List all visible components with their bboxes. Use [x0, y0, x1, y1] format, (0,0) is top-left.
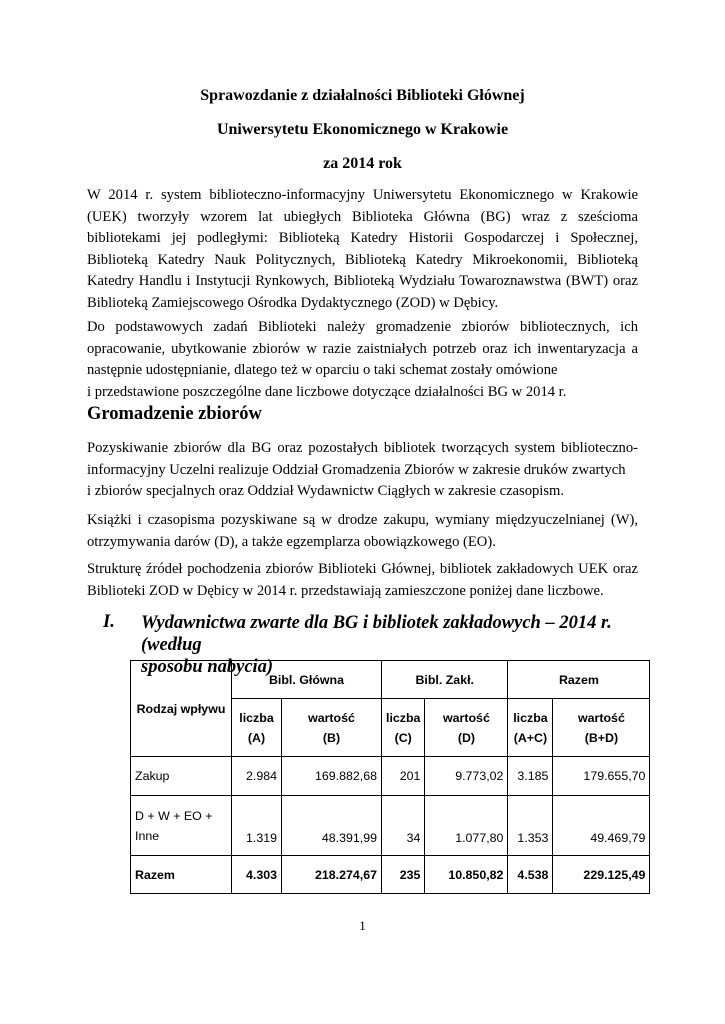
- report-title-line-2: Uniwersytetu Ekonomicznego w Krakowie: [216, 121, 509, 138]
- group-header-bg: Bibl. Główna: [232, 661, 382, 699]
- table-cell: 34: [382, 796, 425, 856]
- table-section-number: I.: [103, 612, 115, 632]
- table-cell: 4.303: [232, 856, 282, 894]
- acquisition-methods-paragraph: Książki i czasopisma pozyskiwane są w drodze zakupu, wymiany międzyuczelnianej (W), otrzymywania darów (D), a także egzemplarza obowiązkowego (EO).: [87, 512, 638, 550]
- subheader-cell: liczba (C): [382, 699, 425, 757]
- page-number: 1: [359, 918, 366, 933]
- subheader-cell: liczba (A+C): [508, 699, 553, 757]
- report-title-line-1: Sprawozdanie z działalności Biblioteki Głównej: [200, 87, 525, 104]
- table-cell: 1.353: [508, 796, 553, 856]
- subheader-cell: wartość (D): [425, 699, 508, 757]
- table-cell: 169.882,68: [282, 757, 382, 796]
- subheader-cell: liczba (A): [232, 699, 282, 757]
- acquisition-paragraph: Pozyskiwanie zbiorów dla BG oraz pozostałych bibliotek tworzących system biblioteczno-informacyjny Uczelni realizuje Oddział Gromadzenia Zbiorów w zakresie druków zwartych i zbiorów specjalnych oraz Oddział Wydawnictw Ciągłych w zakresie czasopism.: [87, 440, 638, 500]
- table-section-title: Wydawnictwa zwarte dla BG i bibliotek zakładowych – 2014 r. (według sposobu nabycia): [141, 613, 612, 677]
- report-title-line-3: za 2014 rok: [323, 155, 402, 172]
- table-cell: 10.850,82: [425, 856, 508, 894]
- table-cell: 201: [382, 757, 425, 796]
- row-label: Razem: [131, 856, 232, 894]
- table-cell: 48.391,99: [282, 796, 382, 856]
- acquisition-table: [130, 660, 650, 894]
- section-heading-gromadzenie: Gromadzenie zbiorów: [87, 404, 262, 424]
- table-total-row: [131, 856, 650, 894]
- structure-paragraph: Strukturę źródeł pochodzenia zbiorów Biblioteki Głównej, bibliotek zakładowych UEK oraz Biblioteki ZOD w Dębicy w 2014 r. przedstawiają zamieszczone poniżej dane liczbowe.: [87, 561, 638, 599]
- intro-paragraph: W 2014 r. system biblioteczno-informacyjny Uniwersytetu Ekonomicznego w Krakowie (UEK) tworzyły wzorem lat ubiegłych Biblioteka Główna (BG) wraz z sześcioma bibliotekami jej podległymi: Biblioteką Katedry Historii Gospodarczej i Społecznej, Biblioteką Katedry Nauk Politycznych, Biblioteką Katedry Mikroekonomii, Biblioteką Katedry Handlu i Instytucji Rynkowych, Biblioteką Wydziału Towaroznawstwa (BWT) oraz Biblioteką Zamiejscowego Ośrodka Dydaktycznego (ZOD) w Dębicy.: [87, 187, 638, 311]
- tasks-paragraph: Do podstawowych zadań Biblioteki należy gromadzenie zbiorów bibliotecznych, ich opracowanie, ubytkowanie zbiorów w razie zaistniałych potrzeb oraz ich inwentaryzacja a następnie udostępnianie, dlatego też w oparciu o taki schemat zostały omówione i przedstawione poszczególne dane liczbowe dotyczące działalności BG w 2014 r.: [87, 319, 638, 400]
- group-header-zakl: Bibl. Zakł.: [382, 661, 508, 699]
- table-cell: 49.469,79: [553, 796, 650, 856]
- table-cell: 3.185: [508, 757, 553, 796]
- group-header-razem: Razem: [508, 661, 650, 699]
- table-cell: 1.077,80: [425, 796, 508, 856]
- table-cell: 2.984: [232, 757, 282, 796]
- table-row: [131, 757, 650, 796]
- table-cell: 235: [382, 856, 425, 894]
- row-header-cell: Rodzaj wpływu: [131, 661, 232, 757]
- table-cell: 229.125,49: [553, 856, 650, 894]
- table-cell: 1.319: [232, 796, 282, 856]
- table-cell: 4.538: [508, 856, 553, 894]
- table-cell: 179.655,70: [553, 757, 650, 796]
- subheader-cell: wartość (B+D): [553, 699, 650, 757]
- table-header-row: [131, 661, 650, 699]
- table-row: [131, 796, 650, 856]
- table-cell: 9.773,02: [425, 757, 508, 796]
- table-cell: 218.274,67: [282, 856, 382, 894]
- subheader-cell: wartość (B): [282, 699, 382, 757]
- row-label: Zakup: [131, 757, 232, 796]
- row-label: D + W + EO + Inne: [131, 796, 232, 856]
